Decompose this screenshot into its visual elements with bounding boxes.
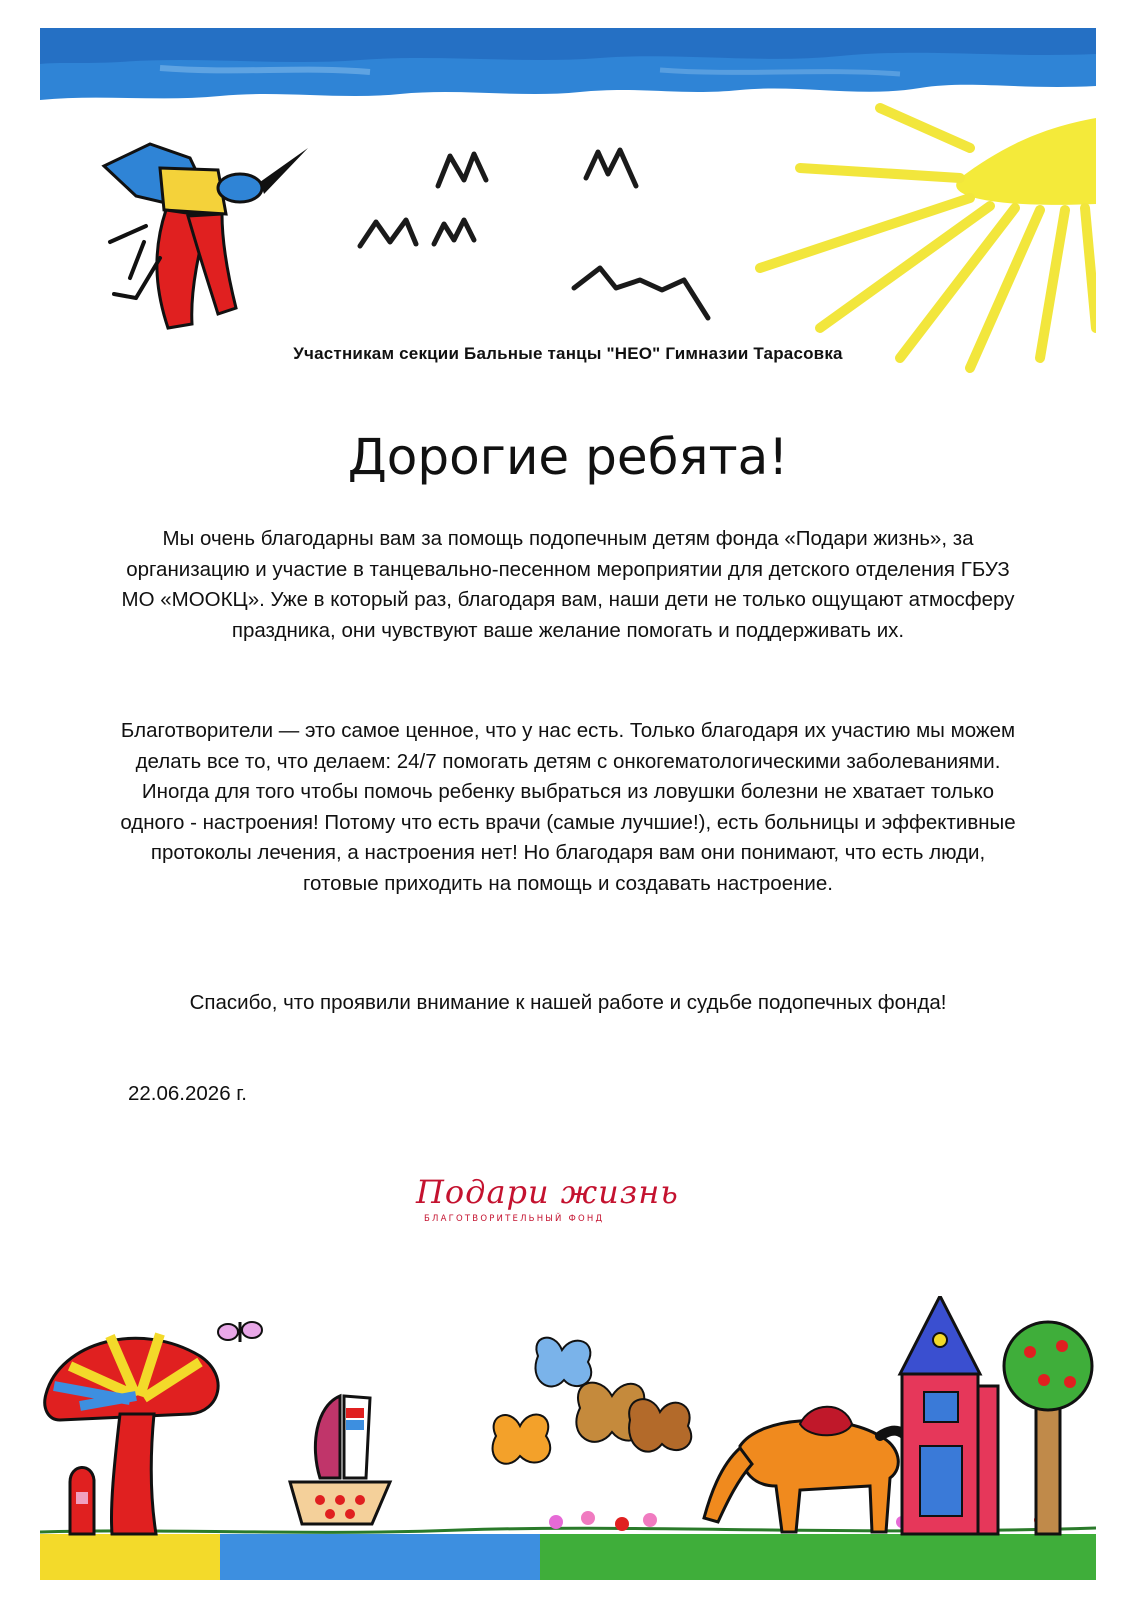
seagulls bbox=[360, 150, 708, 318]
paragraph-benefactors: Благотворители — это самое ценное, что у нас есть. Только благодаря их участию мы можем делать все то, что делаем: 24/7 помогать детям с онкогематологическими заболеваниями. Иногда для того чтобы помочь ребенку выбраться из ловушки болезни не хватает только одного - настроения! Потому что есть врачи (самые лучшие!), есть больницы и эффективные протоколы лечения, а настроения нет! Но благодаря вам они понимают, что есть люди, готовые приходить на помощь и создавать настроение. bbox=[120, 719, 1016, 895]
logo-name: Подари жизнь bbox=[416, 1173, 679, 1211]
butterfly-small bbox=[218, 1322, 262, 1342]
foundation-logo bbox=[410, 1174, 710, 1238]
greeting-heading: Дорогие ребята! bbox=[347, 428, 789, 486]
bird bbox=[104, 144, 308, 328]
sun bbox=[760, 108, 1096, 368]
horse bbox=[704, 1407, 912, 1532]
top-drawing bbox=[40, 28, 1096, 388]
sky-band bbox=[40, 28, 1096, 100]
logo-subtitle: БЛАГОТВОРИТЕЛЬНЫЙ ФОНД bbox=[424, 1214, 605, 1224]
mushroom bbox=[45, 1334, 218, 1534]
paragraph-thanks: Мы очень благодарны вам за помощь подопечным детям фонда «Подари жизнь», за организацию и участие в танцевально-песенном мероприятии для детского отделения ГБУЗ МО «МООКЦ». Уже в который раз, благодаря вам, наши дети не только ощущают атмосферу праздника, они чувствуют ваше желание помогать и поддерживать их. bbox=[121, 527, 1015, 642]
letter-date: 22.06.2026 г. bbox=[128, 1082, 247, 1105]
boat bbox=[290, 1396, 390, 1524]
house bbox=[900, 1296, 998, 1534]
tree bbox=[1004, 1322, 1092, 1534]
paragraph-closing: Спасибо, что проявили внимание к нашей работе и судьбе подопечных фонда! bbox=[189, 991, 947, 1014]
butterflies bbox=[493, 1338, 692, 1464]
bottom-drawing bbox=[40, 1296, 1096, 1580]
ground bbox=[40, 1528, 1096, 1580]
recipient-line: Участникам секции Бальные танцы "НЕО" Гимназии Тарасовка bbox=[293, 344, 843, 363]
